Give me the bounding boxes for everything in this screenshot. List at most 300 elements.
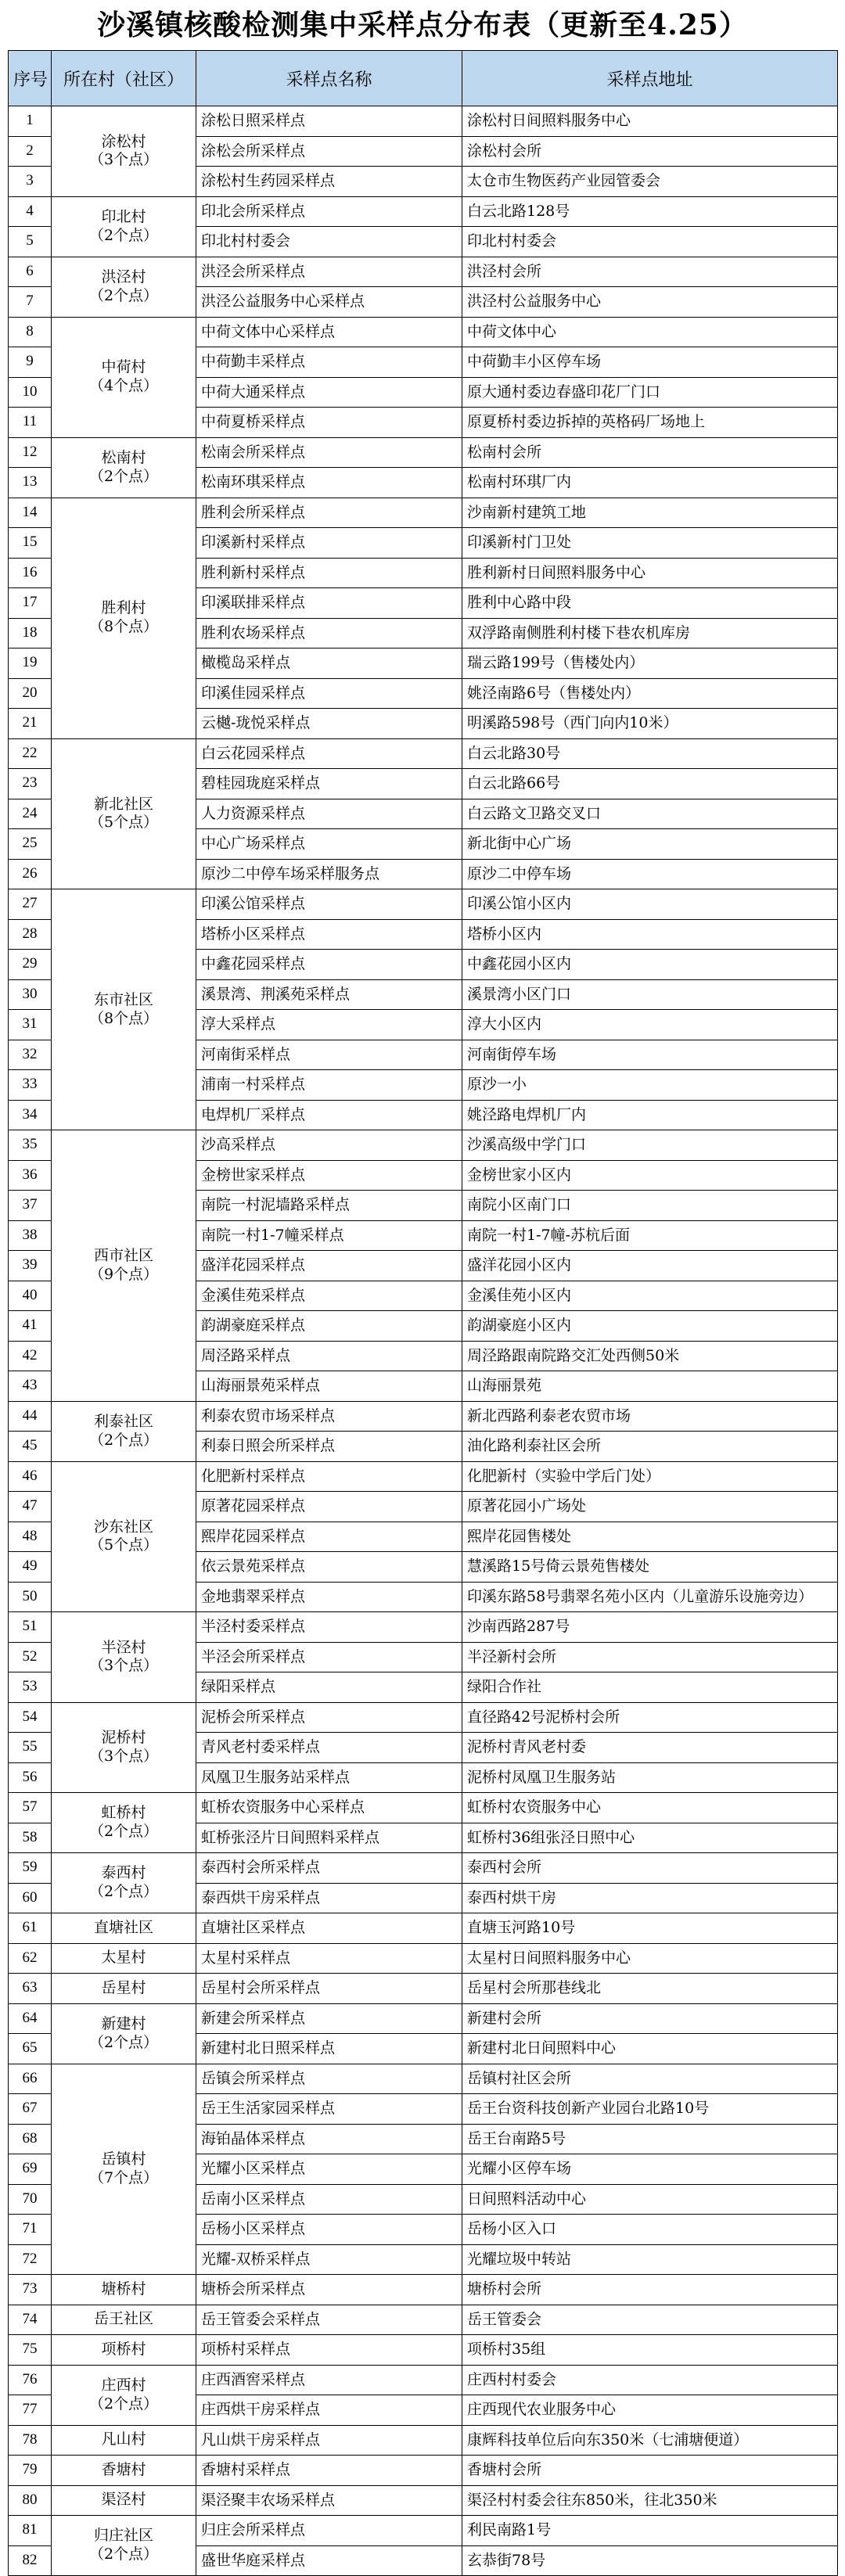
cell-no: 74 xyxy=(9,2305,52,2335)
header-no: 序号 xyxy=(9,51,52,106)
cell-point-address: 印溪东路58号翡翠名苑小区内（儿童游乐设施旁边） xyxy=(462,1582,838,1612)
cell-point-name: 松南会所采样点 xyxy=(196,437,462,468)
cell-point-name: 半泾会所采样点 xyxy=(196,1642,462,1672)
table-row xyxy=(9,1974,838,2004)
cell-point-name: 印北村村委会 xyxy=(196,227,462,257)
cell-point-name: 涂松会所采样点 xyxy=(196,136,462,167)
village-name: 直塘社区 xyxy=(93,1918,153,1936)
cell-point-address: 日间照料活动中心 xyxy=(462,2184,838,2215)
cell-no: 46 xyxy=(9,1461,52,1492)
cell-no: 4 xyxy=(9,196,52,227)
cell-point-name: 洪泾会所采样点 xyxy=(196,257,462,287)
village-name: 岳镇村 xyxy=(101,2150,146,2168)
cell-point-name: 金地翡翠采样点 xyxy=(196,1582,462,1612)
cell-point-name: 虹桥农资服务中心采样点 xyxy=(196,1793,462,1823)
cell-point-name: 直塘社区采样点 xyxy=(196,1913,462,1944)
cell-point-name: 洪泾公益服务中心采样点 xyxy=(196,287,462,318)
cell-point-address: 印溪公馆小区内 xyxy=(462,889,838,920)
cell-no: 9 xyxy=(9,347,52,378)
cell-village xyxy=(52,1461,196,1612)
cell-village xyxy=(52,1612,196,1703)
cell-village xyxy=(52,889,196,1130)
cell-village xyxy=(52,2485,196,2516)
cell-point-name: 光耀小区采样点 xyxy=(196,2154,462,2185)
cell-point-address: 新北西路利泰老农贸市场 xyxy=(462,1401,838,1432)
cell-no: 75 xyxy=(9,2335,52,2366)
cell-point-address: 明溪路598号（西门向内10米） xyxy=(462,709,838,739)
cell-point-address: 姚泾路电焊机厂内 xyxy=(462,1100,838,1130)
village-name: 太星村 xyxy=(101,1949,146,1967)
cell-point-address: 化肥新村（实验中学后门处） xyxy=(462,1461,838,1492)
cell-village xyxy=(52,106,196,197)
header-addr: 采样点地址 xyxy=(462,51,838,106)
cell-point-address: 盛洋花园小区内 xyxy=(462,1251,838,1281)
cell-point-name: 归庄会所采样点 xyxy=(196,2516,462,2546)
village-name: 岳星村 xyxy=(101,1978,146,1996)
cell-no: 61 xyxy=(9,1913,52,1944)
cell-village xyxy=(52,257,196,317)
cell-village xyxy=(52,1793,196,1853)
table-row xyxy=(9,2485,838,2516)
cell-no: 8 xyxy=(9,317,52,347)
table-row xyxy=(9,1401,838,1432)
village-count: （2个点） xyxy=(88,1823,159,1840)
cell-no: 31 xyxy=(9,1010,52,1040)
table-row xyxy=(9,889,838,920)
header-village: 所在村（社区） xyxy=(52,51,196,106)
cell-point-name: 山海丽景苑采样点 xyxy=(196,1371,462,1402)
cell-point-address: 周泾路跟南院路交汇处西侧50米 xyxy=(462,1341,838,1371)
village-count: （4个点） xyxy=(88,377,159,394)
cell-point-address: 原著花园小广场处 xyxy=(462,1492,838,1522)
cell-point-name: 岳星村会所采样点 xyxy=(196,1974,462,2004)
cell-point-name: 人力资源采样点 xyxy=(196,799,462,829)
cell-point-address: 原沙二中停车场 xyxy=(462,859,838,889)
cell-point-address: 印溪新村门卫处 xyxy=(462,528,838,559)
village-name: 沙东社区 xyxy=(93,1518,153,1536)
cell-no: 7 xyxy=(9,287,52,318)
village-count: （2个点） xyxy=(88,467,159,485)
cell-point-name: 涂松村生药园采样点 xyxy=(196,167,462,197)
table-header-row xyxy=(9,51,838,106)
cell-point-address: 光耀小区停车场 xyxy=(462,2154,838,2185)
cell-no: 59 xyxy=(9,1853,52,1884)
cell-no: 25 xyxy=(9,829,52,860)
cell-no: 72 xyxy=(9,2244,52,2275)
table-row xyxy=(9,2003,838,2034)
cell-village xyxy=(52,2064,196,2275)
cell-point-address: 玄恭街78号 xyxy=(462,2545,838,2576)
table-row xyxy=(9,2335,838,2366)
cell-point-name: 金溪佳苑采样点 xyxy=(196,1281,462,1311)
village-name: 东市社区 xyxy=(93,990,153,1008)
table-row xyxy=(9,2516,838,2546)
village-name: 虹桥村 xyxy=(101,1804,146,1822)
table-row xyxy=(9,437,838,468)
cell-point-address: 中荷文体中心 xyxy=(462,317,838,347)
cell-no: 41 xyxy=(9,1311,52,1342)
cell-point-address: 泥桥村青风老村委 xyxy=(462,1733,838,1763)
cell-village xyxy=(52,1130,196,1402)
table-row xyxy=(9,1793,838,1823)
village-name: 归庄社区 xyxy=(93,2527,153,2545)
cell-no: 32 xyxy=(9,1040,52,1070)
village-count: （8个点） xyxy=(88,1009,159,1027)
table-row xyxy=(9,1853,838,1884)
cell-point-name: 金榜世家采样点 xyxy=(196,1160,462,1191)
cell-village xyxy=(52,2456,196,2486)
village-count: （3个点） xyxy=(88,151,159,169)
page-title: 沙溪镇核酸检测集中采样点分布表（更新至4.25） xyxy=(97,9,748,41)
cell-village xyxy=(52,1401,196,1461)
cell-point-name: 虹桥张泾片日间照料采样点 xyxy=(196,1823,462,1853)
cell-no: 40 xyxy=(9,1281,52,1311)
cell-point-name: 盛洋花园采样点 xyxy=(196,1251,462,1281)
cell-no: 48 xyxy=(9,1522,52,1552)
cell-no: 64 xyxy=(9,2003,52,2034)
table-row xyxy=(9,2305,838,2335)
cell-point-address: 塔桥小区内 xyxy=(462,919,838,950)
cell-point-address: 原大通村委边春盛印花厂门口 xyxy=(462,377,838,408)
cell-point-address: 新建村会所 xyxy=(462,2003,838,2034)
cell-point-name: 岳王生活家园采样点 xyxy=(196,2094,462,2125)
cell-no: 73 xyxy=(9,2275,52,2305)
cell-point-address: 岳星村会所那巷线北 xyxy=(462,1974,838,2004)
cell-point-address: 胜利新村日间照料服务中心 xyxy=(462,558,838,588)
cell-village xyxy=(52,2003,196,2064)
cell-point-address: 泰西村会所 xyxy=(462,1853,838,1884)
cell-no: 15 xyxy=(9,528,52,559)
cell-no: 17 xyxy=(9,588,52,619)
cell-no: 18 xyxy=(9,618,52,648)
cell-no: 34 xyxy=(9,1100,52,1130)
cell-point-name: 中鑫花园采样点 xyxy=(196,950,462,980)
cell-no: 38 xyxy=(9,1220,52,1251)
cell-point-address: 金溪佳苑小区内 xyxy=(462,1281,838,1311)
cell-point-address: 松南村会所 xyxy=(462,437,838,468)
village-count: （5个点） xyxy=(88,1536,159,1554)
table-row xyxy=(9,738,838,769)
cell-point-name: 河南街采样点 xyxy=(196,1040,462,1070)
cell-point-address: 松南村环琪厂内 xyxy=(462,468,838,498)
cell-point-name: 白云花园采样点 xyxy=(196,738,462,769)
village-name: 香塘村 xyxy=(101,2460,146,2478)
cell-village xyxy=(52,437,196,498)
cell-point-name: 光耀-双桥采样点 xyxy=(196,2244,462,2275)
cell-point-address: 塘桥村会所 xyxy=(462,2275,838,2305)
table-row xyxy=(9,196,838,227)
cell-point-name: 化肥新村采样点 xyxy=(196,1461,462,1492)
sampling-points-table xyxy=(8,50,838,2576)
cell-no: 2 xyxy=(9,136,52,167)
cell-village xyxy=(52,1913,196,1944)
cell-no: 47 xyxy=(9,1492,52,1522)
cell-point-address: 新建村北日间照料中心 xyxy=(462,2034,838,2064)
cell-no: 57 xyxy=(9,1793,52,1823)
cell-point-name: 渠泾聚丰农场采样点 xyxy=(196,2485,462,2516)
cell-no: 53 xyxy=(9,1672,52,1703)
cell-village xyxy=(52,2425,196,2456)
village-name: 涂松村 xyxy=(101,132,146,150)
village-count: （5个点） xyxy=(88,814,159,832)
cell-no: 35 xyxy=(9,1130,52,1161)
table-row xyxy=(9,1913,838,1944)
cell-point-address: 油化路利泰社区会所 xyxy=(462,1432,838,1462)
table-row xyxy=(9,2064,838,2094)
cell-no: 10 xyxy=(9,377,52,408)
cell-no: 66 xyxy=(9,2064,52,2094)
cell-no: 28 xyxy=(9,919,52,950)
village-count: （2个点） xyxy=(88,2395,159,2413)
cell-no: 45 xyxy=(9,1432,52,1462)
cell-point-address: 中鑫花园小区内 xyxy=(462,950,838,980)
cell-point-address: 岳镇村社区会所 xyxy=(462,2064,838,2094)
cell-no: 63 xyxy=(9,1974,52,2004)
cell-village xyxy=(52,2275,196,2305)
cell-point-name: 周泾路采样点 xyxy=(196,1341,462,1371)
cell-point-address: 太星村日间照料服务中心 xyxy=(462,1943,838,1974)
cell-no: 23 xyxy=(9,769,52,799)
village-count: （2个点） xyxy=(88,2545,159,2563)
cell-point-name: 溪景湾、荆溪苑采样点 xyxy=(196,979,462,1010)
cell-no: 33 xyxy=(9,1070,52,1101)
cell-point-address: 南院一村1-7幢-苏杭后面 xyxy=(462,1220,838,1251)
table-row xyxy=(9,498,838,528)
cell-point-address: 沙溪高级中学门口 xyxy=(462,1130,838,1161)
village-count: （2个点） xyxy=(88,2033,159,2051)
village-count: （2个点） xyxy=(88,1883,159,1900)
cell-village xyxy=(52,2305,196,2335)
cell-no: 36 xyxy=(9,1160,52,1191)
cell-no: 5 xyxy=(9,227,52,257)
cell-point-name: 泥桥会所采样点 xyxy=(196,1702,462,1733)
cell-village xyxy=(52,1943,196,1974)
cell-point-address: 项桥村35组 xyxy=(462,2335,838,2366)
cell-no: 21 xyxy=(9,709,52,739)
cell-point-address: 新北街中心广场 xyxy=(462,829,838,860)
cell-no: 65 xyxy=(9,2034,52,2064)
cell-no: 50 xyxy=(9,1582,52,1612)
village-name: 塘桥村 xyxy=(101,2280,146,2298)
village-count: （7个点） xyxy=(88,2168,159,2186)
village-count: （3个点） xyxy=(88,1657,159,1675)
village-name: 利泰社区 xyxy=(93,1412,153,1430)
cell-point-address: 涂松村日间照料服务中心 xyxy=(462,106,838,137)
cell-no: 26 xyxy=(9,859,52,889)
cell-point-name: 泰西烘干房采样点 xyxy=(196,1883,462,1913)
cell-point-address: 金榜世家小区内 xyxy=(462,1160,838,1191)
cell-no: 1 xyxy=(9,106,52,137)
cell-point-address: 胜利中心路中段 xyxy=(462,588,838,619)
cell-point-name: 塘桥会所采样点 xyxy=(196,2275,462,2305)
cell-point-name: 韵湖豪庭采样点 xyxy=(196,1311,462,1342)
cell-point-address: 岳王台南路5号 xyxy=(462,2124,838,2154)
cell-point-name: 涂松日照采样点 xyxy=(196,106,462,137)
village-name: 松南村 xyxy=(101,448,146,466)
cell-no: 54 xyxy=(9,1702,52,1733)
cell-point-address: 慧溪路15号倚云景苑售楼处 xyxy=(462,1552,838,1583)
table-body xyxy=(9,106,838,2576)
cell-point-address: 双浮路南侧胜利村楼下巷农机库房 xyxy=(462,618,838,648)
cell-point-name: 凤凰卫生服务站采样点 xyxy=(196,1762,462,1793)
cell-point-name: 海铂晶体采样点 xyxy=(196,2124,462,2154)
cell-point-name: 塔桥小区采样点 xyxy=(196,919,462,950)
cell-point-address: 洪泾村公益服务中心 xyxy=(462,287,838,318)
cell-point-address: 利民南路1号 xyxy=(462,2516,838,2546)
cell-village xyxy=(52,2335,196,2366)
village-count: （2个点） xyxy=(88,226,159,244)
cell-no: 19 xyxy=(9,648,52,679)
cell-village xyxy=(52,738,196,889)
cell-point-name: 淳大采样点 xyxy=(196,1010,462,1040)
cell-no: 42 xyxy=(9,1341,52,1371)
cell-no: 60 xyxy=(9,1883,52,1913)
cell-village xyxy=(52,1974,196,2004)
cell-no: 29 xyxy=(9,950,52,980)
cell-point-address: 庄西村村委会 xyxy=(462,2365,838,2395)
cell-point-name: 浦南一村采样点 xyxy=(196,1070,462,1101)
cell-point-address: 白云北路128号 xyxy=(462,196,838,227)
cell-point-address: 原夏桥村委边拆掉的英格码厂场地上 xyxy=(462,408,838,438)
cell-point-address: 山海丽景苑 xyxy=(462,1371,838,1402)
cell-point-address: 泥桥村凤凰卫生服务站 xyxy=(462,1762,838,1793)
table-row xyxy=(9,1612,838,1643)
village-name: 中荷村 xyxy=(101,358,146,376)
cell-point-name: 绿阳采样点 xyxy=(196,1672,462,1703)
cell-point-name: 项桥村采样点 xyxy=(196,2335,462,2366)
cell-point-address: 渠泾村村委会往东850米，往北350米 xyxy=(462,2485,838,2516)
cell-village xyxy=(52,1853,196,1913)
cell-village xyxy=(52,196,196,257)
cell-no: 71 xyxy=(9,2215,52,2245)
cell-point-address: 瑞云路199号（售楼处内） xyxy=(462,648,838,679)
cell-no: 82 xyxy=(9,2545,52,2576)
cell-point-name: 中荷勤丰采样点 xyxy=(196,347,462,378)
cell-point-address: 姚泾南路6号（售楼处内） xyxy=(462,678,838,709)
cell-no: 62 xyxy=(9,1943,52,1974)
cell-point-address: 南院小区南门口 xyxy=(462,1191,838,1221)
cell-no: 3 xyxy=(9,167,52,197)
table-row xyxy=(9,1943,838,1974)
cell-village xyxy=(52,317,196,437)
cell-point-name: 印溪新村采样点 xyxy=(196,528,462,559)
cell-point-address: 庄西现代农业服务中心 xyxy=(462,2395,838,2426)
cell-point-name: 沙高采样点 xyxy=(196,1130,462,1161)
cell-no: 79 xyxy=(9,2456,52,2486)
cell-point-name: 熙岸花园采样点 xyxy=(196,1522,462,1552)
cell-no: 69 xyxy=(9,2154,52,2185)
cell-point-name: 岳南小区采样点 xyxy=(196,2184,462,2215)
village-name: 新北社区 xyxy=(93,795,153,813)
cell-no: 14 xyxy=(9,498,52,528)
village-name: 庄西村 xyxy=(101,2376,146,2394)
cell-point-address: 白云路文卫路交叉口 xyxy=(462,799,838,829)
cell-point-name: 香塘村采样点 xyxy=(196,2456,462,2486)
cell-point-address: 溪景湾小区门口 xyxy=(462,979,838,1010)
village-name: 凡山村 xyxy=(101,2430,146,2448)
cell-point-address: 虹桥村36组张泾日照中心 xyxy=(462,1823,838,1853)
cell-point-address: 中荷勤丰小区停车场 xyxy=(462,347,838,378)
cell-point-name: 凡山烘干房采样点 xyxy=(196,2425,462,2456)
cell-point-name: 庄西烘干房采样点 xyxy=(196,2395,462,2426)
cell-no: 12 xyxy=(9,437,52,468)
cell-no: 13 xyxy=(9,468,52,498)
cell-point-address: 涂松村会所 xyxy=(462,136,838,167)
table-row xyxy=(9,2275,838,2305)
village-count: （3个点） xyxy=(88,1747,159,1765)
village-name: 泰西村 xyxy=(101,1864,146,1882)
cell-point-name: 中心广场采样点 xyxy=(196,829,462,860)
village-count: （8个点） xyxy=(88,618,159,635)
cell-point-name: 印溪联排采样点 xyxy=(196,588,462,619)
cell-no: 27 xyxy=(9,889,52,920)
cell-point-name: 依云景苑采样点 xyxy=(196,1552,462,1583)
cell-point-address: 直径路42号泥桥村会所 xyxy=(462,1702,838,1733)
village-name: 半泾村 xyxy=(101,1638,146,1656)
header-name: 采样点名称 xyxy=(196,51,462,106)
village-count: （9个点） xyxy=(88,1265,159,1283)
cell-point-name: 中荷大通采样点 xyxy=(196,377,462,408)
cell-point-name: 印溪佳园采样点 xyxy=(196,678,462,709)
cell-point-name: 原沙二中停车场采样服务点 xyxy=(196,859,462,889)
cell-point-name: 岳杨小区采样点 xyxy=(196,2215,462,2245)
cell-no: 49 xyxy=(9,1552,52,1583)
cell-point-name: 印溪公馆采样点 xyxy=(196,889,462,920)
cell-no: 78 xyxy=(9,2425,52,2456)
village-count: （2个点） xyxy=(88,286,159,304)
cell-point-address: 泰西村烘干房 xyxy=(462,1883,838,1913)
village-count: （2个点） xyxy=(88,1431,159,1449)
cell-no: 22 xyxy=(9,738,52,769)
cell-no: 43 xyxy=(9,1371,52,1402)
cell-point-address: 洪泾村会所 xyxy=(462,257,838,287)
cell-point-address: 熙岸花园售楼处 xyxy=(462,1522,838,1552)
cell-point-address: 白云北路30号 xyxy=(462,738,838,769)
cell-point-address: 太仓市生物医药产业园管委会 xyxy=(462,167,838,197)
cell-point-name: 半泾村委采样点 xyxy=(196,1612,462,1643)
village-name: 泥桥村 xyxy=(101,1729,146,1746)
cell-no: 20 xyxy=(9,678,52,709)
cell-no: 6 xyxy=(9,257,52,287)
table-row xyxy=(9,317,838,347)
cell-village xyxy=(52,1702,196,1793)
cell-no: 44 xyxy=(9,1401,52,1432)
cell-point-address: 光耀垃圾中转站 xyxy=(462,2244,838,2275)
cell-point-name: 胜利农场采样点 xyxy=(196,618,462,648)
cell-no: 76 xyxy=(9,2365,52,2395)
cell-point-address: 岳王台资科技创新产业园台北路10号 xyxy=(462,2094,838,2125)
table-row xyxy=(9,1130,838,1161)
cell-no: 81 xyxy=(9,2516,52,2546)
cell-point-name: 太星村采样点 xyxy=(196,1943,462,1974)
cell-point-name: 碧桂园珑庭采样点 xyxy=(196,769,462,799)
cell-no: 77 xyxy=(9,2395,52,2426)
cell-no: 37 xyxy=(9,1191,52,1221)
cell-point-address: 康辉科技单位后向东350米（七浦塘便道） xyxy=(462,2425,838,2456)
table-row xyxy=(9,2456,838,2486)
cell-point-name: 原著花园采样点 xyxy=(196,1492,462,1522)
cell-point-name: 中荷文体中心采样点 xyxy=(196,317,462,347)
village-name: 项桥村 xyxy=(101,2340,146,2358)
table-row xyxy=(9,106,838,137)
village-name: 胜利村 xyxy=(101,599,146,617)
cell-village xyxy=(52,2365,196,2425)
cell-no: 51 xyxy=(9,1612,52,1643)
cell-no: 39 xyxy=(9,1251,52,1281)
cell-point-address: 沙南西路287号 xyxy=(462,1612,838,1643)
village-name: 新建村 xyxy=(101,2014,146,2032)
cell-no: 58 xyxy=(9,1823,52,1853)
